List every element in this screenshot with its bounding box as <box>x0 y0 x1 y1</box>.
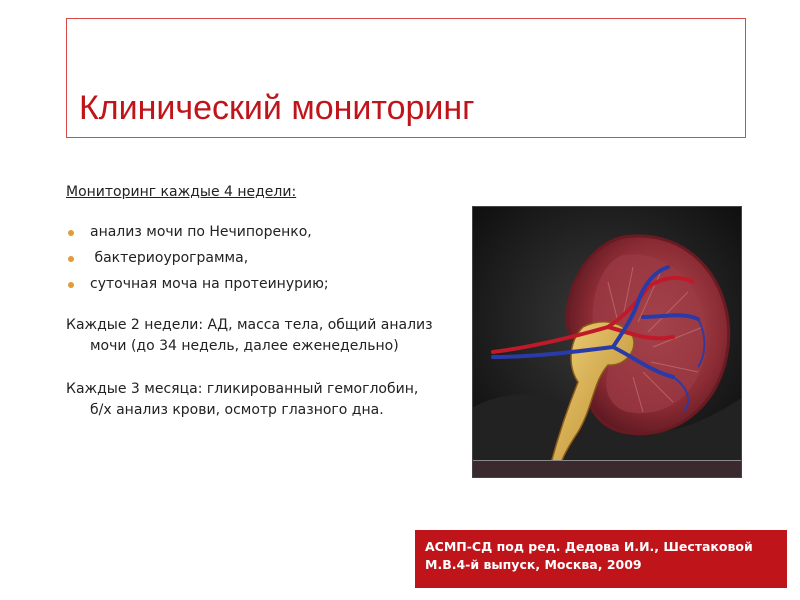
source-citation <box>415 530 787 588</box>
kidney-image <box>472 206 742 478</box>
bullet-dot-icon <box>68 230 74 236</box>
content-text <box>66 182 436 443</box>
bullet-text: бактериоурограмма, <box>90 250 249 266</box>
slide-title: Клинический мониторинг <box>79 89 475 127</box>
list-item <box>66 274 436 295</box>
bullet-dot-icon <box>68 282 74 288</box>
monitoring-heading: Мониторинг каждые 4 недели: <box>66 184 297 200</box>
list-item <box>66 248 436 269</box>
image-caption-band <box>473 460 741 477</box>
list-item <box>66 222 436 243</box>
paragraph-3-months: Каждые 3 месяца: гликированный гемоглобин, б/х анализ крови, осмотр глазного дна. <box>66 381 419 418</box>
bullet-list <box>66 222 436 295</box>
title-frame <box>66 18 746 138</box>
paragraph-2-weeks: Каждые 2 недели: АД, масса тела, общий анализ мочи (до 34 недель, далее еженедельно) <box>66 317 433 354</box>
bullet-text: суточная моча на протеинурию; <box>90 276 329 292</box>
source-text: АСМП-СД под ред. Дедова И.И., Шестаковой М.В.4-й выпуск, Москва, 2009 <box>425 539 753 572</box>
kidney-illustration-icon <box>473 207 742 463</box>
bullet-dot-icon <box>68 256 74 262</box>
bullet-text: анализ мочи по Нечипоренко, <box>90 224 312 240</box>
